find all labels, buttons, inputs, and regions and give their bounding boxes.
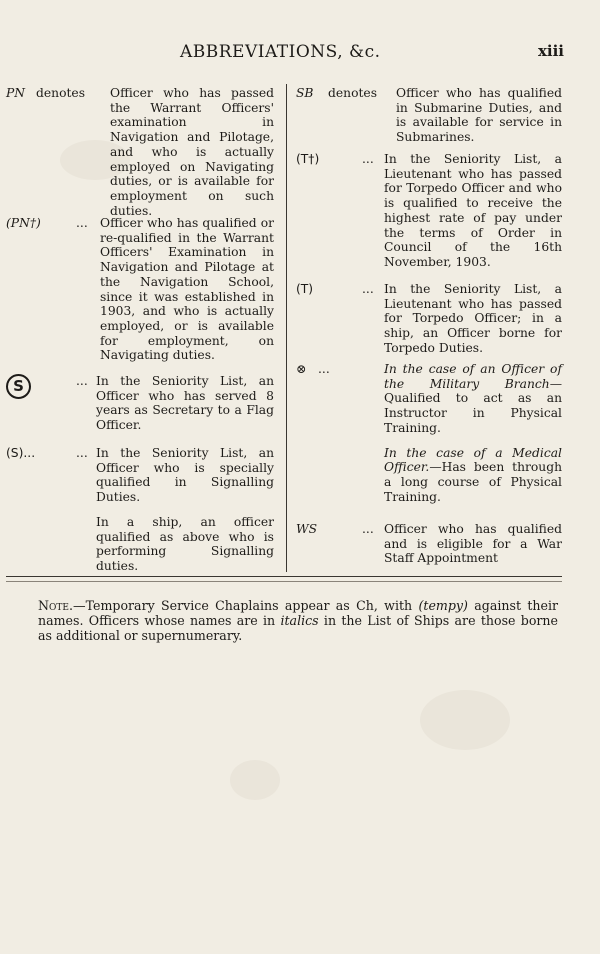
entry-pn	[6, 86, 278, 216]
entry-definition: Officer who has passed the Warrant Officers' examination in Navigation and Pilotage, and who is actually employed on Navigating duties, or is available for employment on such duties.	[110, 86, 274, 218]
entry-definition: Officer who has qualified in Submarine Duties, and is available for service in Submarines.	[396, 86, 562, 145]
entry-symbol: SB	[296, 86, 314, 100]
entry-definition: In the Seniority List, an Officer who is specially qualified in Signalling Duties.	[96, 446, 274, 505]
note-lead: Note.	[38, 598, 73, 613]
entry-symbol: (PN†)	[6, 216, 41, 230]
circled-s-icon: S	[6, 374, 31, 399]
right-column	[296, 86, 566, 566]
note-text-1: —Temporary Service Chaplains appear as Ch, with	[72, 598, 419, 613]
entry-definition: In the Seniority List, an Officer who has served 8 years as Secretary to a Flag Officer.	[96, 374, 274, 433]
entry-physical-training	[296, 362, 566, 522]
note-italics-word: italics	[280, 613, 319, 628]
entry-connector: ...	[362, 282, 374, 296]
entry-symbol: (T†)	[296, 152, 320, 166]
entry-connector: ...	[76, 446, 88, 460]
entry-s	[6, 446, 278, 574]
entry-definition-military: Qualified to act as an Instructor in Physical Training.	[384, 391, 562, 435]
left-column	[6, 86, 278, 574]
entry-tt	[296, 152, 566, 282]
paper-stain	[230, 760, 280, 800]
entry-connector: ...	[76, 216, 88, 230]
entry-symbol: (T)	[296, 282, 314, 296]
page-header	[0, 42, 600, 66]
entry-connector: denotes	[328, 86, 378, 100]
horizontal-divider	[6, 576, 562, 577]
entry-definition: Officer who has qualified and is eligible for a War Staff Appointment	[384, 522, 562, 566]
entry-connector: ...	[362, 152, 374, 166]
entry-connector: denotes	[36, 86, 86, 100]
paper-stain	[420, 690, 510, 750]
entry-qualifier-military: In the case of an Officer of the Military Branch—	[384, 362, 562, 391]
entry-circled-s	[6, 374, 278, 446]
note-text-2: against their names. Officers whose names are in	[38, 598, 558, 628]
entry-definition-medical: Has been through a long course of Physical Training.	[384, 460, 562, 504]
entry-definition: In the Seniority List, a Lieutenant who has passed for Torpedo Officer and who is qualified to receive the highest rate of pay under the terms of Order in Council of the 16th November, 1903.	[384, 152, 562, 269]
footnote	[38, 598, 558, 643]
entry-symbol: (S)...	[6, 446, 36, 460]
horizontal-divider-light	[6, 581, 562, 582]
page-number: xiii	[537, 42, 564, 60]
entry-symbol: PN	[6, 86, 26, 100]
note-text-3: in the List of Ships are those borne as additional or supernumerary.	[38, 613, 558, 643]
entry-definition: In the Seniority List, a Lieutenant who has passed for Torpedo Officer; in a ship, an Officer borne for Torpedo Duties.	[384, 282, 562, 355]
note-tempy: (tempy)	[418, 598, 468, 613]
entry-connector: ...	[76, 374, 88, 388]
entry-symbol	[6, 374, 31, 399]
entry-definition-medical-block	[384, 446, 562, 505]
entry-qualifier-medical: In the case of a Medical Officer.—	[384, 445, 562, 475]
entry-connector: ...	[362, 522, 374, 536]
entry-connector: ...	[318, 362, 330, 376]
entry-sb	[296, 86, 566, 152]
column-divider	[286, 84, 287, 572]
entry-symbol: WS	[296, 522, 318, 536]
entry-pnt	[6, 216, 278, 374]
entry-definition: Officer who has qualified or re-qualified in the Warrant Officers' Examination in Navigation and Pilotage at the Navigation School, since it was established in 1903, and who is actually employed, or is available for employment, on Navigating duties.	[100, 216, 274, 363]
entry-definition-ship: In a ship, an officer qualified as above who is performing Signalling duties.	[96, 514, 274, 573]
entry-t	[296, 282, 566, 362]
page-title: ABBREVIATIONS, &c.	[180, 42, 381, 62]
entry-ws	[296, 522, 566, 566]
entry-definition	[384, 362, 562, 436]
crossed-circle-icon: ⊗	[296, 362, 307, 376]
